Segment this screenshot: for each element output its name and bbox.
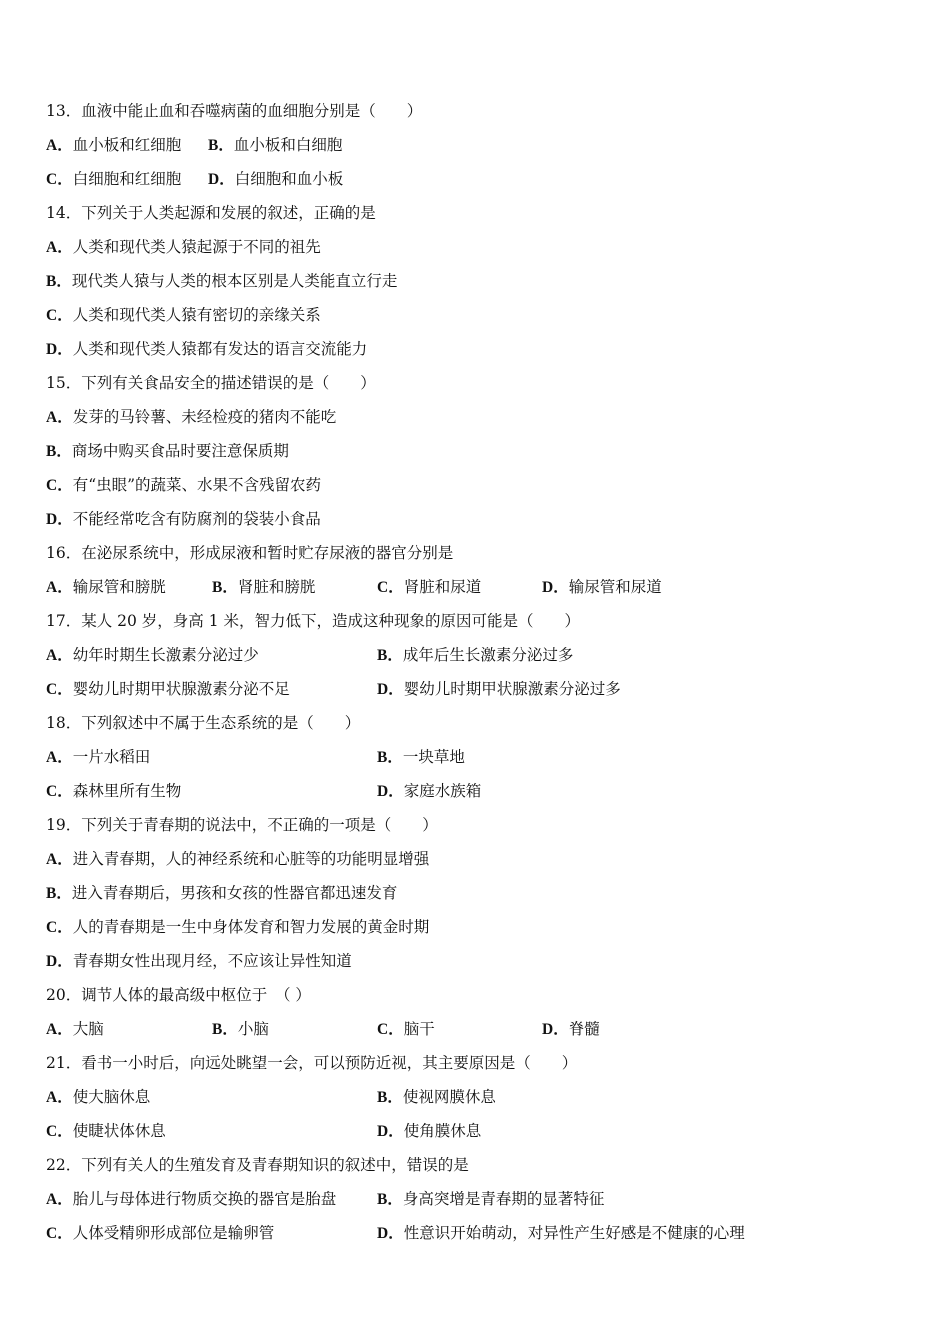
question-13-options-row-2 <box>46 162 906 196</box>
question-18-stem: 18．下列叙述中不属于生态系统的是（ ） <box>46 714 361 732</box>
question-15-option-b: B．商场中购买食品时要注意保质期 <box>46 442 289 460</box>
question-19-option-d: D．青春期女性出现月经，不应该让异性知道 <box>46 952 352 970</box>
option-a: A．胎儿与母体进行物质交换的器官是胎盘 <box>46 1190 337 1208</box>
question-14-option-a: A．人类和现代类人猿起源于不同的祖先 <box>46 238 321 256</box>
option-d: D．家庭水族箱 <box>377 782 482 800</box>
question-16-options-row <box>46 570 906 604</box>
question-13-options-row-1 <box>46 128 906 162</box>
option-d: D．脊髓 <box>542 1020 600 1038</box>
question-13-stem: 13．血液中能止血和吞噬病菌的血细胞分别是（ ） <box>46 102 423 120</box>
option-b: B．身高突增是青春期的显著特征 <box>377 1190 605 1208</box>
option-c: C．白细胞和红细胞 <box>46 170 182 188</box>
option-d: D．性意识开始萌动，对异性产生好感是不健康的心理 <box>377 1224 745 1242</box>
option-a: A．血小板和红细胞 <box>46 136 182 154</box>
question-16-stem: 16．在泌尿系统中，形成尿液和暂时贮存尿液的器官分别是 <box>46 544 454 562</box>
question-19-option-c: C．人的青春期是一生中身体发育和智力发展的黄金时期 <box>46 918 430 936</box>
option-c: C．脑干 <box>377 1020 435 1038</box>
option-d: D．白细胞和血小板 <box>208 170 344 188</box>
option-a: A．一片水稻田 <box>46 748 151 766</box>
question-17-stem: 17．某人 20 岁，身高 1 米，智力低下，造成这种现象的原因可能是（ ） <box>46 612 581 630</box>
question-19-option-a: A．进入青春期，人的神经系统和心脏等的功能明显增强 <box>46 850 430 868</box>
question-20-stem: 20．调节人体的最高级中枢位于 （ ） <box>46 986 311 1004</box>
question-17-options-row-1 <box>46 638 906 672</box>
question-20-options-row <box>46 1012 906 1046</box>
question-22-stem: 22．下列有关人的生殖发育及青春期知识的叙述中，错误的是 <box>46 1156 469 1174</box>
option-d: D．输尿管和尿道 <box>542 578 662 596</box>
option-b: B．使视网膜休息 <box>377 1088 496 1106</box>
option-a: A．使大脑休息 <box>46 1088 151 1106</box>
question-18-options-row-2 <box>46 774 906 808</box>
question-15-option-d: D．不能经常吃含有防腐剂的袋装小食品 <box>46 510 321 528</box>
question-14-stem: 14．下列关于人类起源和发展的叙述，正确的是 <box>46 204 376 222</box>
question-14-option-c: C．人类和现代类人猿有密切的亲缘关系 <box>46 306 321 324</box>
question-18-options-row-1 <box>46 740 906 774</box>
option-d: D．婴幼儿时期甲状腺激素分泌过多 <box>377 680 621 698</box>
question-15-option-c: C．有“虫眼”的蔬菜、水果不含残留农药 <box>46 476 322 494</box>
option-c: C．肾脏和尿道 <box>377 578 482 596</box>
option-b: B．血小板和白细胞 <box>208 136 343 154</box>
question-22-options-row-2 <box>46 1216 906 1250</box>
option-b: B．小脑 <box>212 1020 269 1038</box>
option-c: C．婴幼儿时期甲状腺激素分泌不足 <box>46 680 290 698</box>
option-c: C．使睫状体休息 <box>46 1122 166 1140</box>
option-a: A．幼年时期生长激素分泌过少 <box>46 646 259 664</box>
option-d: D．使角膜休息 <box>377 1122 482 1140</box>
option-c: C．森林里所有生物 <box>46 782 182 800</box>
option-b: B．一块草地 <box>377 748 465 766</box>
question-15-option-a: A．发芽的马铃薯、未经检疫的猪肉不能吃 <box>46 408 337 426</box>
question-21-options-row-1 <box>46 1080 906 1114</box>
question-22-options-row-1 <box>46 1182 906 1216</box>
question-15-stem: 15．下列有关食品安全的描述错误的是（ ） <box>46 374 376 392</box>
question-14-option-d: D．人类和现代类人猿都有发达的语言交流能力 <box>46 340 368 358</box>
option-b: B．肾脏和膀胱 <box>212 578 316 596</box>
option-b: B．成年后生长激素分泌过多 <box>377 646 574 664</box>
question-17-options-row-2 <box>46 672 906 706</box>
option-a: A．输尿管和膀胱 <box>46 578 166 596</box>
question-21-stem: 21．看书一小时后，向远处眺望一会，可以预防近视，其主要原因是（ ） <box>46 1054 578 1072</box>
question-19-option-b: B．进入青春期后，男孩和女孩的性器官都迅速发育 <box>46 884 398 902</box>
question-21-options-row-2 <box>46 1114 906 1148</box>
question-19-stem: 19．下列关于青春期的说法中，不正确的一项是（ ） <box>46 816 438 834</box>
question-14-option-b: B．现代类人猿与人类的根本区别是人类能直立行走 <box>46 272 398 290</box>
option-a: A．大脑 <box>46 1020 104 1038</box>
option-c: C．人体受精卵形成部位是输卵管 <box>46 1224 275 1242</box>
